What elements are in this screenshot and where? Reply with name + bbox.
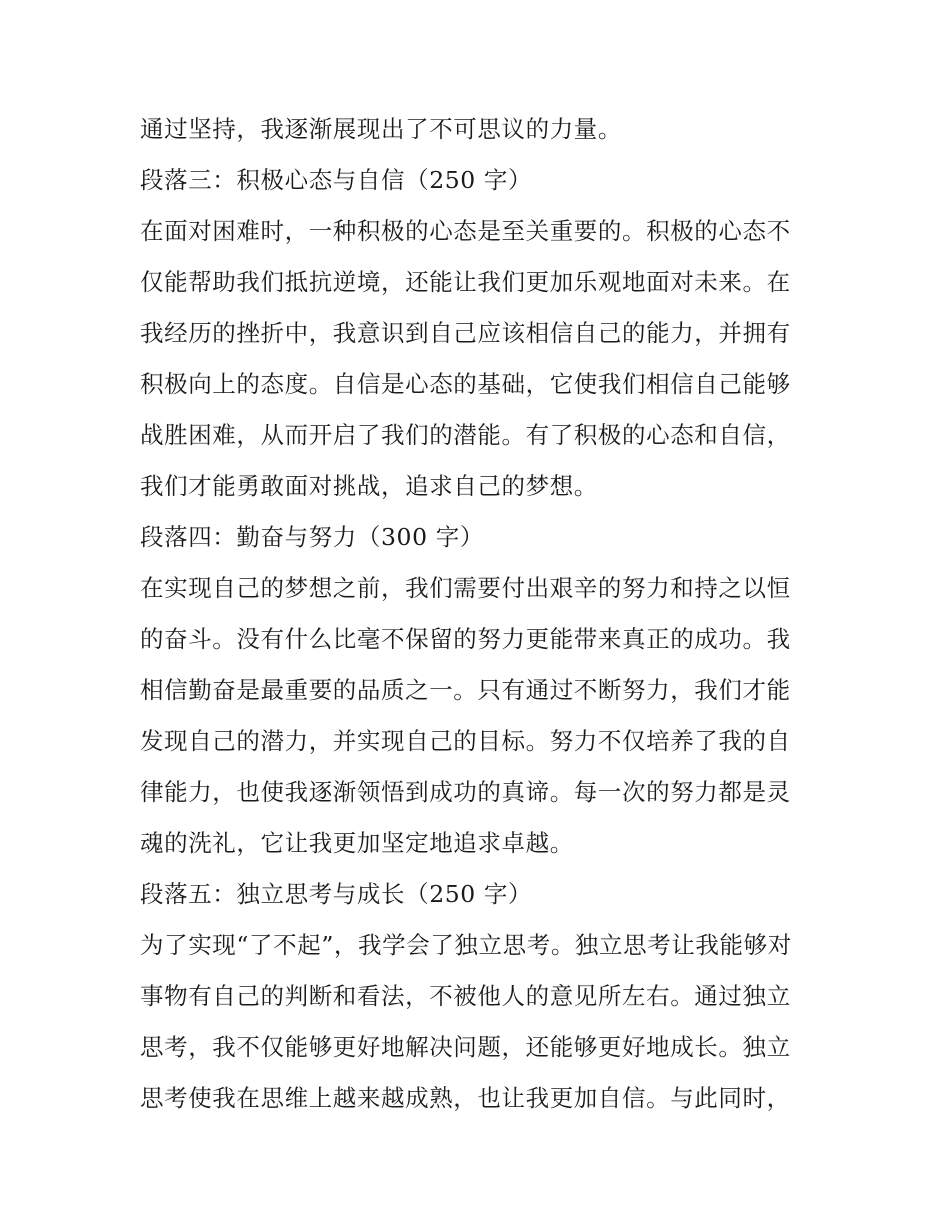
text-line: 我们才能勇敢面对挑战，追求自己的梦想。 xyxy=(140,472,598,500)
text-line: 思考使我在思维上越来越成熟，也让我更加自信。与此同时， xyxy=(140,1084,791,1112)
section-heading: 段落五：独立思考与成长（250 字） xyxy=(140,880,533,908)
text-line: 魂的洗礼，它让我更加坚定地追求卓越。 xyxy=(140,829,574,857)
text-line: 仅能帮助我们抵抗逆境，还能让我们更加乐观地面对未来。在 xyxy=(140,268,791,296)
text-line: 的奋斗。没有什么比毫不保留的努力更能带来真正的成功。我 xyxy=(140,625,791,653)
text-line: 发现自己的潜力，并实现自己的目标。努力不仅培养了我的自 xyxy=(140,727,791,755)
text-column xyxy=(140,104,812,1124)
text-line: 相信勤奋是最重要的品质之一。只有通过不断努力，我们才能 xyxy=(140,676,791,704)
text-line: 在实现自己的梦想之前，我们需要付出艰辛的努力和持之以恒 xyxy=(140,574,791,602)
text-line: 战胜困难，从而开启了我们的潜能。有了积极的心态和自信， xyxy=(140,421,791,449)
text-line: 积极向上的态度。自信是心态的基础，它使我们相信自己能够 xyxy=(140,370,791,398)
text-line: 律能力，也使我逐渐领悟到成功的真谛。每一次的努力都是灵 xyxy=(140,778,791,806)
text-line: 为了实现“了不起”，我学会了独立思考。独立思考让我能够对 xyxy=(140,931,792,959)
text-line: 思考，我不仅能够更好地解决问题，还能够更好地成长。独立 xyxy=(140,1033,791,1061)
section-heading: 段落四：勤奋与努力（300 字） xyxy=(140,523,484,551)
text-line: 在面对困难时，一种积极的心态是至关重要的。积极的心态不 xyxy=(140,217,791,245)
section-heading: 段落三：积极心态与自信（250 字） xyxy=(140,166,533,194)
text-line: 事物有自己的判断和看法，不被他人的意见所左右。通过独立 xyxy=(140,982,791,1010)
text-line: 我经历的挫折中，我意识到自己应该相信自己的能力，并拥有 xyxy=(140,319,791,347)
text-line: 通过坚持，我逐渐展现出了不可思议的力量。 xyxy=(140,115,622,143)
